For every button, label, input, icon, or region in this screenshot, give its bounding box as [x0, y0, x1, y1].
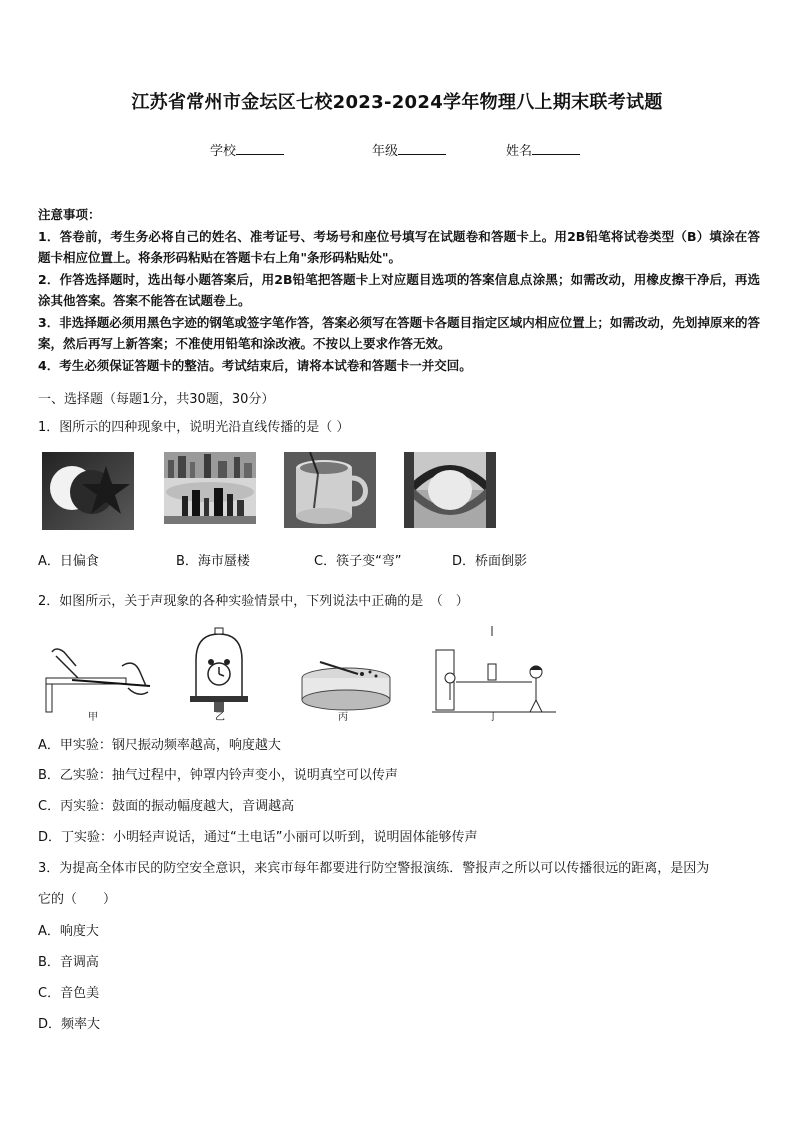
solar-eclipse-image	[42, 452, 134, 530]
q2-option-a: A．甲实验：钢尺振动频率越高，响度越大	[38, 738, 281, 753]
note-item-4: 4．考生必须保证答题卡的整洁。考试结束后，请将本试卷和答题卡一并交回。	[38, 357, 472, 373]
q2-label-bing: 丙	[338, 712, 348, 723]
q2-label-jia: 甲	[88, 712, 98, 723]
page-title: 江苏省常州市金坛区七校2023-2024学年物理八上期末联考试题	[131, 92, 663, 113]
q3-option-c: C．音色美	[38, 986, 100, 1001]
bent-chopsticks-cup-image	[284, 452, 376, 528]
note-item-1: 1．答卷前，考生务必将自己的姓名、准考证号、考场号和座位号填写在试题卷和答题卡上。用2B铅笔将试卷类型（B）填涂在答题卡相应位置上。将条形码粘贴在答题卡右上角"条形码粘贴处"。	[38, 228, 760, 265]
q1-option-a: A．日偏食	[38, 554, 99, 569]
q3-stem-line1: 3．为提高全体市民的防空安全意识，来宾市每年都要进行防空警报演练．警报声之所以可以传播很远的距离，是因为	[38, 861, 710, 876]
q1-option-d: D．桥面倒影	[452, 554, 528, 569]
q1-option-b: B．海市蜃楼	[176, 554, 250, 569]
q1-stem: 1．图所示的四种现象中，说明光沿直线传播的是（ ）	[38, 420, 350, 435]
grade-blank	[398, 142, 446, 155]
name-label: 姓名	[506, 144, 533, 159]
q3-option-a: A．响度大	[38, 924, 99, 939]
q2-label-yi: 乙	[215, 712, 225, 723]
bridge-reflection-image	[404, 452, 496, 528]
q2-option-c: C．丙实验：鼓面的振动幅度越大，音调越高	[38, 799, 295, 814]
q2-option-b: B．乙实验：抽气过程中，钟罩内铃声变小，说明真空可以传声	[38, 768, 398, 783]
q2-label-ding: 丁	[488, 712, 498, 723]
name-blank	[532, 142, 580, 155]
q3-stem-line2: 它的（ ）	[38, 892, 117, 907]
grade-field	[372, 140, 446, 159]
school-label: 学校	[210, 144, 237, 159]
drum-image	[300, 652, 392, 714]
section-heading: 一、选择题（每题1分，共30题，30分）	[38, 392, 275, 407]
exam-notes	[38, 204, 760, 376]
q1-option-c: C．筷子变“弯”	[314, 554, 402, 569]
q3-option-d: D．频率大	[38, 1017, 101, 1032]
name-field	[506, 140, 580, 159]
q3-option-b: B．音调高	[38, 955, 99, 970]
bell-jar-image	[186, 626, 252, 718]
string-telephone-image	[432, 626, 556, 718]
mirage-image	[164, 452, 256, 524]
note-item-2: 2．作答选择题时，选出每小题答案后，用2B铅笔把答题卡上对应题目选项的答案信息点涂黑；如需改动，用橡皮擦干净后，再选涂其他答案。答案不能答在试题卷上。	[38, 271, 760, 308]
school-field	[210, 140, 284, 159]
note-item-3: 3．非选择题必须用黑色字迹的钢笔或签字笔作答，答案必须写在答题卡各题目指定区域内相应位置上；如需改动，先划掉原来的答案，然后再写上新答案；不准使用铅笔和涂改液。不按以上要求作答无效。	[38, 314, 760, 351]
grade-label: 年级	[372, 144, 399, 159]
notes-heading: 注意事项：	[38, 207, 101, 222]
q2-stem: 2．如图所示，关于声现象的各种实验情景中，下列说法中正确的是 （ ）	[38, 594, 469, 609]
school-blank	[236, 142, 284, 155]
q2-option-d: D．丁实验：小明轻声说话，通过“土电话”小丽可以听到，说明固体能够传声	[38, 830, 478, 845]
ruler-vibration-image	[42, 626, 158, 722]
